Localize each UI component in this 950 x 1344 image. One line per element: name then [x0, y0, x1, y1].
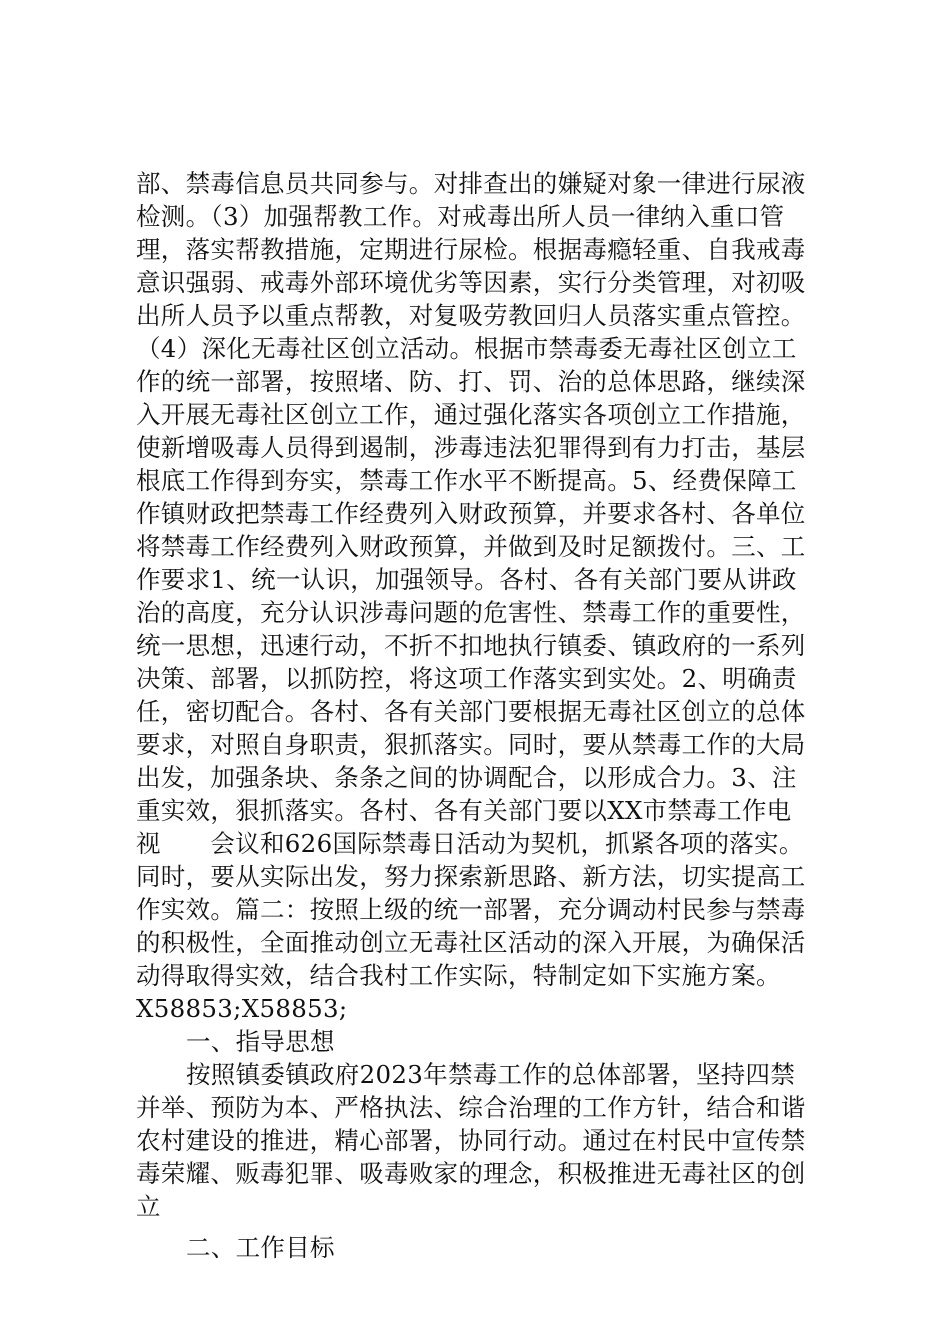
body-line: 理，落实帮教措施，定期进行尿检。根据毒瘾轻重、自我戒毒 — [136, 235, 806, 264]
body-line: 将禁毒工作经费列入财政预算，并做到及时足额拨付。三、工 — [136, 532, 806, 561]
body-line: （4）深化无毒社区创立活动。根据市禁毒委无毒社区创立工 — [136, 334, 797, 363]
body-line: 意识强弱、戒毒外部环境优劣等因素，实行分类管理，对初吸 — [136, 268, 806, 297]
body-line: 出发，加强条块、条条之间的协调配合，以形成合力。3、注 — [136, 763, 797, 792]
body-line: 根底工作得到夯实，禁毒工作水平不断提高。5、经费保障工 — [136, 466, 797, 495]
body-line: 作要求1、统一认识，加强领导。各村、各有关部门要从讲政 — [136, 565, 797, 594]
body-line: X58853;X58853; — [136, 994, 348, 1023]
section-1-line: 立 — [136, 1192, 161, 1221]
body-line: 作实效。篇二：按照上级的统一部署，充分调动村民参与禁毒 — [136, 895, 806, 924]
body-line: 决策、部署，以抓防控，将这项工作落实到实处。2、明确责 — [136, 664, 797, 693]
body-line: 任，密切配合。各村、各有关部门要根据无毒社区创立的总体 — [136, 697, 806, 726]
section-heading-guiding-ideology: 一、指导思想 — [186, 1027, 335, 1056]
section-1-line: 农村建设的推进，精心部署，协同行动。通过在村民中宣传禁 — [136, 1126, 806, 1155]
body-line: 统一思想，迅速行动，不折不扣地执行镇委、镇政府的一系列 — [136, 631, 806, 660]
body-line: 作镇财政把禁毒工作经费列入财政预算，并要求各村、各单位 — [136, 499, 806, 528]
body-line: 出所人员予以重点帮教，对复吸劳教回归人员落实重点管控。 — [136, 301, 806, 330]
section-1-line: 按照镇委镇政府2023年禁毒工作的总体部署，坚持四禁 — [186, 1060, 796, 1089]
section-heading-work-goals: 二、工作目标 — [186, 1233, 335, 1262]
body-line: 部、禁毒信息员共同参与。对排查出的嫌疑对象一律进行尿液 — [136, 169, 806, 198]
body-line: 重实效，狠抓落实。各村、各有关部门要以XX市禁毒工作电 — [136, 796, 792, 825]
body-line: 入开展无毒社区创立工作，通过强化落实各项创立工作措施， — [136, 400, 806, 429]
body-line: 作的统一部署，按照堵、防、打、罚、治的总体思路，继续深 — [136, 367, 806, 396]
body-line: 使新增吸毒人员得到遏制，涉毒违法犯罪得到有力打击，基层 — [136, 433, 806, 462]
body-line: 动得取得实效，结合我村工作实际，特制定如下实施方案。 — [136, 961, 781, 990]
body-line: 检测。（3）加强帮教工作。对戒毒出所人员一律纳入重口管 — [136, 202, 785, 231]
section-1-line: 并举、预防为本、严格执法、综合治理的工作方针，结合和谐 — [136, 1093, 806, 1122]
body-line: 治的高度，充分认识涉毒问题的危害性、禁毒工作的重要性， — [136, 598, 806, 627]
body-line: 的积极性，全面推动创立无毒社区活动的深入开展，为确保活 — [136, 928, 806, 957]
body-line: 要求，对照自身职责，狠抓落实。同时，要从禁毒工作的大局 — [136, 730, 806, 759]
section-1-line: 毒荣耀、贩毒犯罪、吸毒败家的理念，积极推进无毒社区的创 — [136, 1159, 806, 1188]
body-line: 同时，要从实际出发，努力探索新思路、新方法，切实提高工 — [136, 862, 806, 891]
body-line: 视 会议和626国际禁毒日活动为契机，抓紧各项的落实。 — [136, 829, 804, 858]
